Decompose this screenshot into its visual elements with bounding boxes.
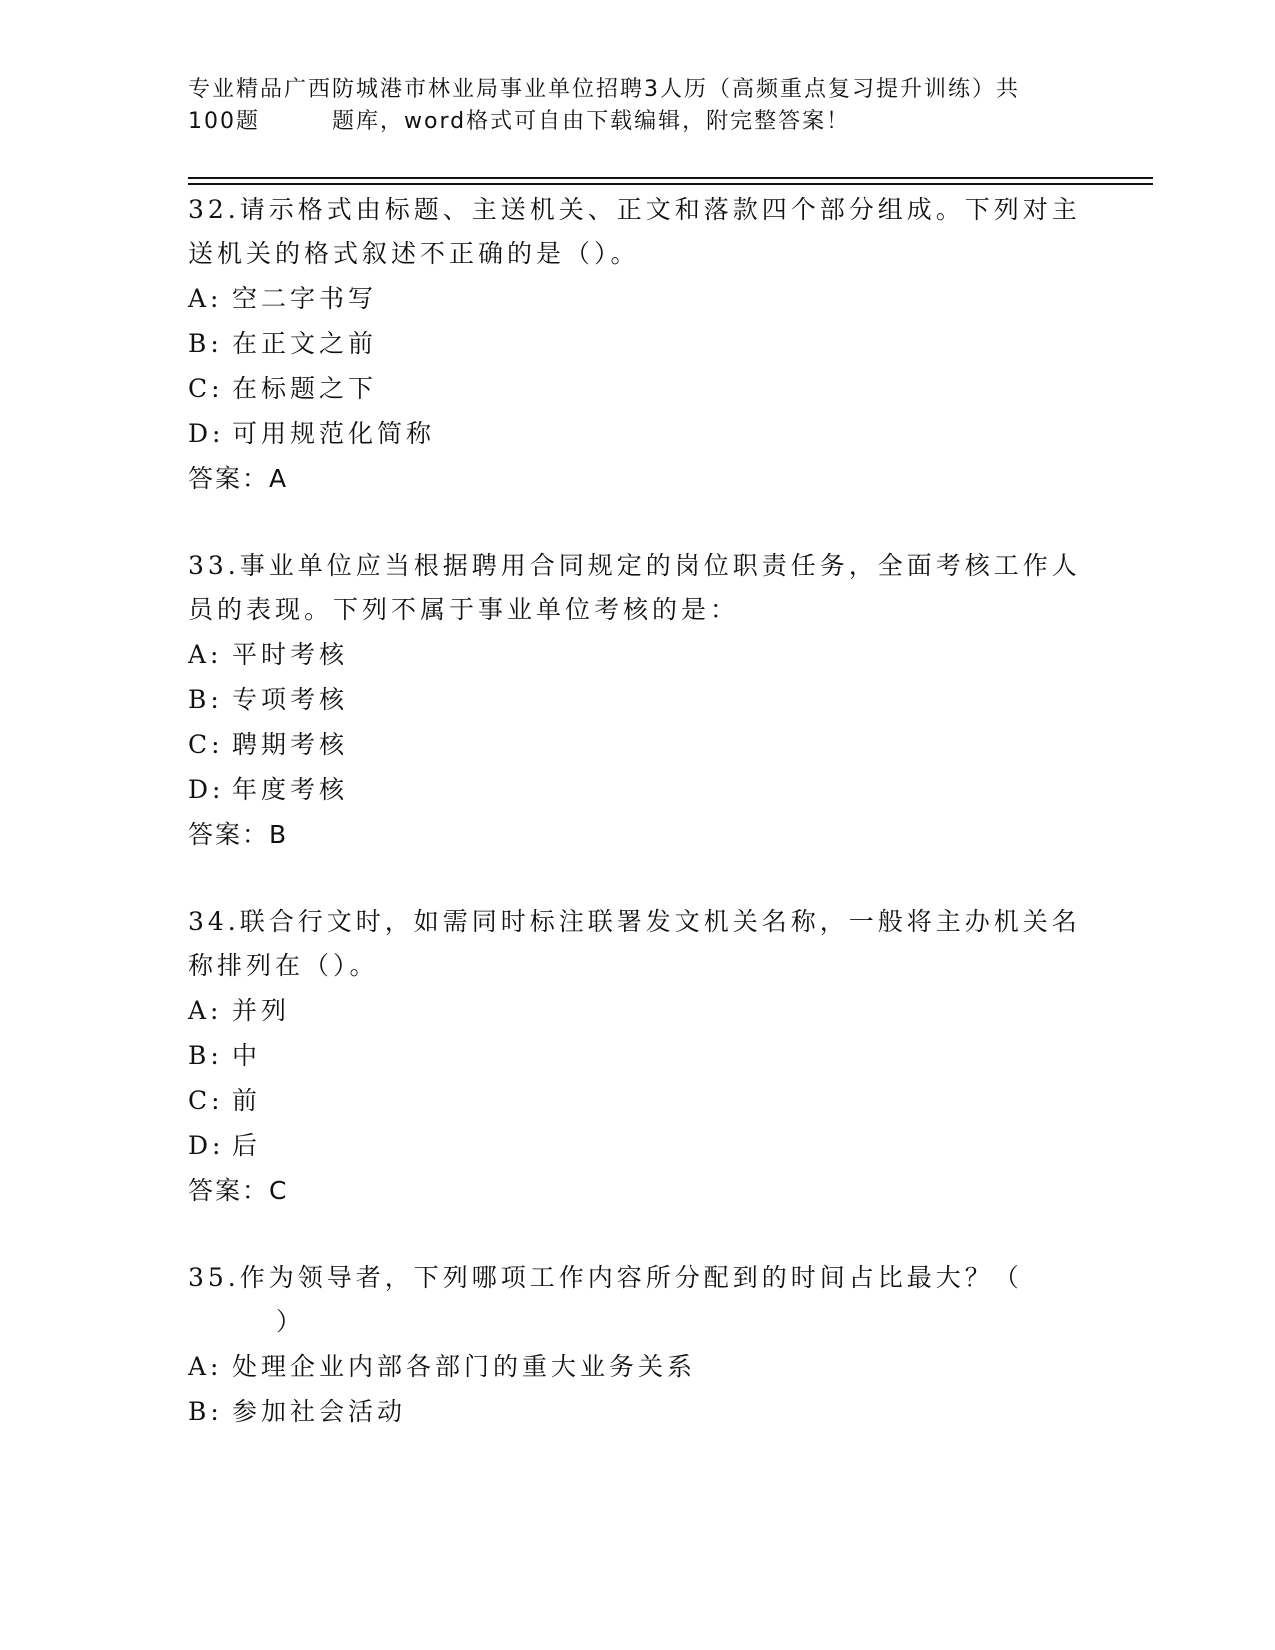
- option-text: 专项考核: [232, 685, 349, 714]
- option-key: B:: [188, 1041, 223, 1070]
- option-b: [188, 321, 1088, 366]
- option-c: [188, 366, 1088, 411]
- header-title-line1: 专业精品广西防城港市林业局事业单位招聘3人历（高频重点复习提升训练）共: [188, 77, 1020, 102]
- option-c: [188, 1078, 1088, 1123]
- option-key: D:: [188, 1131, 225, 1160]
- option-key: A:: [188, 996, 223, 1025]
- option-a: [188, 276, 1088, 321]
- question-text-line1: 35.作为领导者，下列哪项工作内容所分配到的时间占比最大？（: [188, 1263, 1023, 1292]
- option-key: C:: [188, 1086, 224, 1115]
- option-text: 空二字书写: [232, 284, 378, 313]
- option-key: A:: [188, 1352, 223, 1381]
- question-text-line1: 34.联合行文时，如需同时标注联署发文机关名称，一般将主办机关名: [188, 907, 1081, 936]
- option-key: B:: [188, 1397, 223, 1426]
- header-divider-bottom: [188, 183, 1153, 185]
- option-c: [188, 722, 1088, 767]
- option-text: 在标题之下: [232, 374, 378, 403]
- option-key: C:: [188, 730, 224, 759]
- header-question-count: 100题: [188, 109, 260, 134]
- question-text-line2: 员的表现。下列不属于事业单位考核的是：: [188, 595, 740, 624]
- option-text: 处理企业内部各部门的重大业务关系: [232, 1352, 697, 1381]
- question-text-line1: 33.事业单位应当根据聘用合同规定的岗位职责任务，全面考核工作人: [188, 551, 1081, 580]
- answer: 答案：A: [188, 464, 289, 493]
- document-header: [188, 74, 1068, 138]
- header-description: 题库，word格式可自由下载编辑，附完整答案！: [332, 109, 851, 134]
- question-33: [188, 544, 1088, 858]
- question-text: [188, 188, 1088, 276]
- option-key: A:: [188, 284, 223, 313]
- option-key: B:: [188, 329, 223, 358]
- option-b: [188, 1033, 1088, 1078]
- option-a: [188, 632, 1088, 677]
- option-text: 参加社会活动: [232, 1397, 407, 1426]
- option-text: 前: [232, 1086, 262, 1115]
- answer: 答案：C: [188, 1176, 289, 1205]
- option-a: [188, 1344, 1088, 1389]
- question-text-line2: 送机关的格式叙述不正确的是（）。: [188, 239, 640, 268]
- option-text: 可用规范化简称: [232, 419, 436, 448]
- question-text: [188, 900, 1088, 988]
- option-d: [188, 767, 1088, 812]
- question-text-line2: 称排列在（）。: [188, 951, 379, 980]
- question-34: [188, 900, 1088, 1214]
- question-text: [188, 1256, 1088, 1344]
- option-text: 中: [232, 1041, 262, 1070]
- question-text: [188, 544, 1088, 632]
- option-a: [188, 988, 1088, 1033]
- question-list: [188, 188, 1088, 1476]
- option-text: 平时考核: [232, 640, 349, 669]
- option-key: B:: [188, 685, 223, 714]
- option-key: D:: [188, 775, 225, 804]
- option-d: [188, 411, 1088, 456]
- option-text: 在正文之前: [232, 329, 378, 358]
- option-text: 并列: [232, 996, 291, 1025]
- question-32: [188, 188, 1088, 502]
- option-d: [188, 1123, 1088, 1168]
- option-b: [188, 677, 1088, 722]
- question-35: [188, 1256, 1088, 1434]
- option-key: A:: [188, 640, 223, 669]
- header-divider-top: [188, 177, 1153, 179]
- question-text-line1: 32.请示格式由标题、主送机关、正文和落款四个部分组成。下列对主: [188, 195, 1081, 224]
- option-b: [188, 1389, 1088, 1434]
- header-title-line2: [188, 106, 1068, 138]
- option-text: 年度考核: [232, 775, 349, 804]
- option-key: D:: [188, 419, 225, 448]
- question-text-line2: ）: [276, 1307, 306, 1336]
- option-key: C:: [188, 374, 224, 403]
- option-text: 后: [232, 1131, 262, 1160]
- answer: 答案：B: [188, 820, 289, 849]
- option-text: 聘期考核: [232, 730, 349, 759]
